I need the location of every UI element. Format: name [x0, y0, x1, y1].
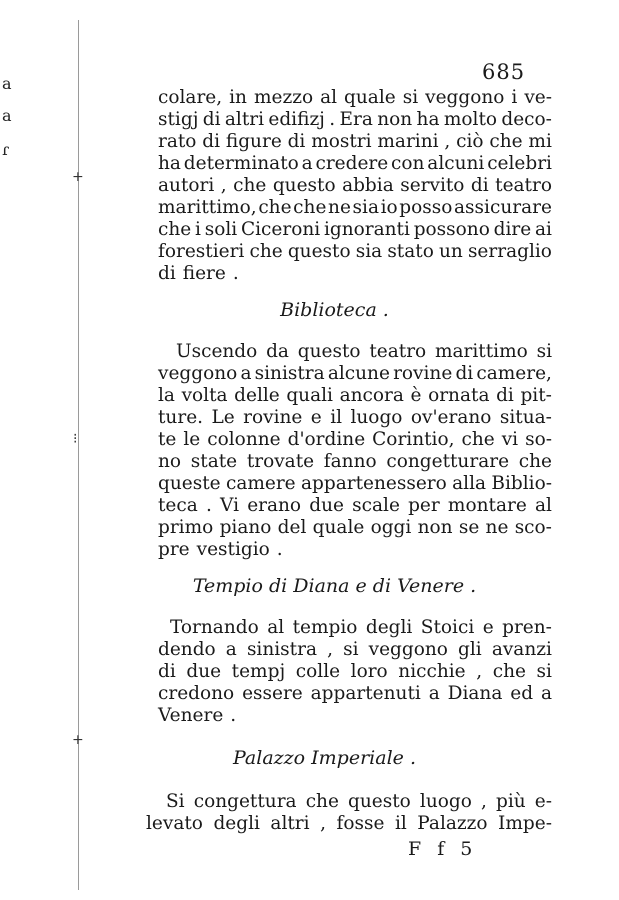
word: colonne: [207, 429, 281, 450]
word: si: [536, 661, 552, 682]
word: credere: [315, 153, 389, 174]
word: di: [287, 131, 306, 152]
word: ancora: [339, 385, 404, 406]
section-heading: Tempio di Diana e di Venere .: [192, 575, 477, 597]
word: avanzi: [491, 639, 552, 660]
word: fanno: [323, 451, 377, 472]
word: .: [205, 495, 212, 516]
text-line: [158, 538, 552, 562]
word: ne: [328, 197, 351, 218]
text-line: [158, 428, 552, 452]
word: fiere: [182, 263, 226, 284]
word: i: [195, 219, 201, 240]
word: alla: [452, 473, 487, 494]
word: che: [461, 429, 495, 450]
word: dire: [493, 219, 532, 240]
word: ne: [485, 517, 509, 538]
word: alcuni: [427, 153, 485, 174]
word: oggi: [370, 517, 412, 538]
word: state: [190, 451, 238, 472]
text-line: [158, 240, 552, 264]
word: ,: [444, 131, 451, 152]
word: un: [438, 241, 463, 262]
word: di: [158, 661, 176, 682]
word: assicurare: [454, 197, 552, 218]
word: ve-: [524, 87, 552, 108]
word: trovate: [246, 451, 315, 472]
word: ignoranti: [323, 219, 410, 240]
word: che: [233, 175, 267, 196]
word: pren-: [502, 617, 552, 638]
word: dendo: [158, 639, 216, 660]
word: credono: [158, 683, 235, 704]
word: mostri: [311, 131, 372, 152]
text-line: [158, 174, 552, 198]
word: Diana: [447, 683, 503, 704]
word: Era: [339, 109, 373, 130]
word: .: [329, 109, 336, 130]
word: ha: [416, 109, 440, 130]
word: delle: [234, 385, 280, 406]
text-line: [158, 384, 552, 408]
edge-letter: ɾ: [2, 140, 10, 159]
word: appartenessero: [301, 473, 447, 494]
word: primo: [158, 517, 214, 538]
word: a: [540, 683, 552, 704]
word: scale: [352, 495, 400, 516]
word: degli: [365, 617, 413, 638]
word: Le: [211, 407, 235, 428]
text-line: [158, 450, 552, 474]
word: determinato: [183, 153, 299, 174]
word: sco-: [514, 517, 552, 538]
word: montare: [447, 495, 527, 516]
edge-letter: a: [2, 106, 12, 125]
word: Venere: [158, 705, 224, 726]
word: marittimo,: [158, 197, 257, 218]
word: è: [410, 385, 422, 406]
word: del: [277, 517, 307, 538]
word: abbia: [342, 175, 394, 196]
word: volta: [181, 385, 228, 406]
text-line: [158, 406, 552, 430]
word: per: [408, 495, 440, 516]
word: sinistra: [246, 639, 317, 660]
word: te: [158, 429, 177, 450]
word: soli: [204, 219, 238, 240]
word: al: [320, 87, 338, 108]
word: non: [417, 517, 453, 538]
word: di: [470, 175, 489, 196]
word: tempio: [292, 617, 358, 638]
text-line: [158, 638, 552, 662]
word: Stoici: [420, 617, 475, 638]
word: questo: [348, 791, 411, 812]
word: due: [186, 661, 222, 682]
word: teatro: [495, 175, 552, 196]
word: sia: [355, 241, 383, 262]
word: serraglio: [467, 241, 552, 262]
word: .: [232, 263, 239, 284]
word: edifizj: [268, 109, 325, 130]
word: Vi: [220, 495, 239, 516]
word: di: [158, 263, 176, 284]
word: figure: [225, 131, 282, 152]
word: pre: [158, 539, 190, 560]
word: al: [534, 495, 552, 516]
word: situa-: [499, 407, 552, 428]
word: so-: [525, 429, 552, 450]
word: deco-: [501, 109, 552, 130]
word: le: [183, 429, 201, 450]
word: vi: [501, 429, 519, 450]
word: mi: [528, 131, 552, 152]
word: sinistra: [254, 363, 325, 384]
word: ,: [220, 175, 227, 196]
word: che: [258, 197, 292, 218]
word: fosse: [336, 813, 385, 834]
word: vestigio: [196, 539, 270, 560]
word: marittimo: [434, 341, 528, 362]
word: di: [202, 109, 221, 130]
word: levato: [146, 813, 203, 834]
word: Si: [166, 791, 185, 812]
text-line: [158, 130, 552, 154]
word: nicchie: [398, 661, 466, 682]
word: questo: [272, 175, 336, 196]
word: pit-: [520, 385, 552, 406]
word: congettura: [193, 791, 297, 812]
word: veggono: [158, 363, 238, 384]
word: no: [158, 451, 182, 472]
word: marini: [377, 131, 439, 152]
section-heading: Biblioteca .: [280, 299, 389, 321]
text-line: [158, 494, 552, 518]
word: camere,: [476, 363, 552, 384]
word: veggono: [425, 87, 505, 108]
word: più: [495, 791, 526, 812]
word: rato: [158, 131, 197, 152]
word: si: [402, 87, 419, 108]
word: degli: [213, 813, 260, 834]
word: veggono: [368, 639, 448, 660]
word: ornata: [428, 385, 490, 406]
word: e: [310, 407, 322, 428]
binding-dot-mark: ⁝: [73, 431, 78, 447]
text-line: [176, 340, 552, 364]
text-line: [166, 790, 552, 814]
text-line: [158, 152, 552, 176]
word: erano: [247, 495, 302, 516]
word: da: [266, 341, 289, 362]
word: Palazzo: [417, 813, 488, 834]
word: teca: [158, 495, 198, 516]
word: autori: [158, 175, 215, 196]
text-line: [158, 682, 552, 706]
word: Corintio,: [372, 429, 455, 450]
word: Tornando: [170, 617, 259, 638]
word: il: [394, 813, 407, 834]
word: a: [301, 153, 313, 174]
word: stigj: [158, 109, 199, 130]
word: loro: [350, 661, 388, 682]
page-number: 685: [482, 60, 526, 84]
word: ture.: [158, 407, 204, 428]
word: celebri: [487, 153, 552, 174]
word: ha: [158, 153, 181, 174]
word: forestieri: [158, 241, 245, 262]
word: alcune: [327, 363, 390, 384]
word: tempj: [231, 661, 286, 682]
word: e: [482, 617, 494, 638]
word: d'ordine: [287, 429, 366, 450]
word: che: [158, 219, 192, 240]
word: ov'erano: [410, 407, 492, 428]
text-line: [146, 812, 552, 836]
word: si: [536, 341, 552, 362]
word: a: [240, 363, 252, 384]
word: se: [458, 517, 480, 538]
word: in: [229, 87, 247, 108]
word: Ciceroni: [240, 219, 321, 240]
word: io: [380, 197, 398, 218]
word: due: [309, 495, 344, 516]
word: quali: [286, 385, 333, 406]
word: colle: [295, 661, 341, 682]
word: al: [267, 617, 285, 638]
word: si: [343, 639, 359, 660]
text-line: [158, 516, 552, 540]
word: possono: [413, 219, 490, 240]
word: che: [518, 451, 552, 472]
word: luogo: [350, 407, 403, 428]
word: ,: [327, 639, 333, 660]
binding-tick-mark: +: [72, 732, 84, 748]
word: sia: [352, 197, 379, 218]
word: altri: [270, 813, 310, 834]
word: ,: [480, 791, 487, 812]
word: i: [511, 87, 518, 108]
edge-letter: a: [2, 74, 12, 93]
word: queste: [158, 473, 221, 494]
word: e-: [534, 791, 552, 812]
word: di: [455, 363, 474, 384]
word: .: [276, 539, 283, 560]
word: che: [489, 131, 523, 152]
word: Uscendo: [176, 341, 258, 362]
word: non: [377, 109, 413, 130]
signature-mark: F f 5: [408, 838, 478, 860]
text-line: [158, 704, 552, 728]
word: questo: [297, 341, 361, 362]
word: servito: [400, 175, 465, 196]
word: mezzo: [253, 87, 314, 108]
word: questo: [287, 241, 351, 262]
word: altri: [224, 109, 265, 130]
text-line: [158, 196, 552, 220]
word: che: [249, 241, 283, 262]
word: la: [158, 385, 175, 406]
word: ,: [476, 661, 483, 682]
word: piano: [219, 517, 272, 538]
word: che: [492, 661, 526, 682]
word: ed: [510, 683, 534, 704]
text-line: [158, 86, 552, 110]
text-line: [158, 218, 552, 242]
word: essere: [242, 683, 303, 704]
text-line: [158, 362, 552, 386]
text-line: [158, 472, 552, 496]
word: ciò: [456, 131, 484, 152]
word: quale: [312, 517, 365, 538]
section-heading: Palazzo Imperiale .: [233, 747, 416, 769]
word: appartenuti: [310, 683, 421, 704]
word: di: [202, 131, 221, 152]
word: rovine: [243, 407, 303, 428]
word: camere: [225, 473, 296, 494]
word: .: [230, 705, 237, 726]
word: colare,: [158, 87, 223, 108]
word: congetturare: [386, 451, 510, 472]
text-line: [158, 108, 552, 132]
word: molto: [443, 109, 498, 130]
word: che: [305, 791, 339, 812]
word: che: [293, 197, 327, 218]
text-line: [158, 660, 552, 684]
word: Impe-: [498, 813, 552, 834]
word: il: [330, 407, 343, 428]
word: a: [225, 639, 237, 660]
binding-tick-mark: +: [72, 169, 84, 185]
word: a: [428, 683, 440, 704]
word: posso: [399, 197, 453, 218]
word: ,: [320, 813, 326, 834]
word: Biblio-: [491, 473, 552, 494]
word: luogo: [419, 791, 472, 812]
word: stato: [387, 241, 434, 262]
word: quale: [344, 87, 396, 108]
text-line: [170, 616, 552, 640]
word: con: [391, 153, 425, 174]
word: rovine: [393, 363, 453, 384]
word: ai: [534, 219, 552, 240]
word: gli: [458, 639, 482, 660]
word: di: [496, 385, 514, 406]
word: teatro: [369, 341, 427, 362]
text-line: [158, 262, 552, 286]
